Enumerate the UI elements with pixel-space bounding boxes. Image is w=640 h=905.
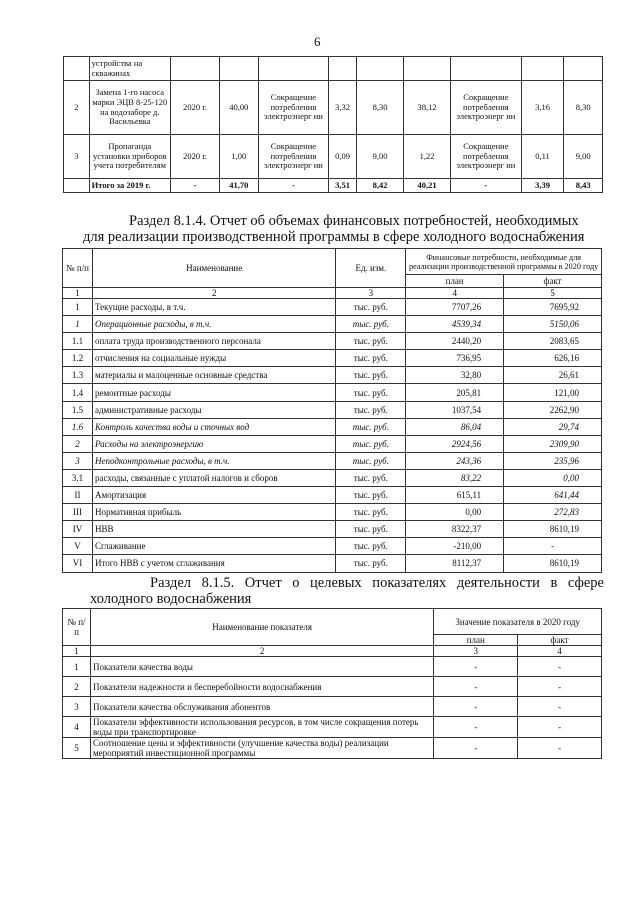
row-unit: тыс. руб. xyxy=(336,333,406,350)
table-row xyxy=(63,367,602,384)
financial-needs-table xyxy=(62,248,602,573)
row-plan: - xyxy=(434,657,518,677)
row-plan: -210,00 xyxy=(406,538,504,555)
row-num: 5 xyxy=(63,738,91,759)
row-fact: 7695,92 xyxy=(504,299,602,316)
row-plan: 8112,37 xyxy=(406,555,504,572)
row-fact: 641,44 xyxy=(504,487,602,504)
row-name: оплата труда производственного персонала xyxy=(92,333,335,350)
row-name: Показатели качества обслуживания абонентов xyxy=(90,697,433,717)
col-header-unit: Ед. изм. xyxy=(336,249,406,288)
table-row xyxy=(63,677,602,697)
table-row xyxy=(63,469,602,486)
row-num: 1 xyxy=(63,316,93,333)
row-num: 1 xyxy=(63,657,91,677)
table-row xyxy=(63,435,602,452)
row-plan: - xyxy=(434,697,518,717)
table-row xyxy=(63,738,602,759)
row-fact: 121,00 xyxy=(504,384,602,401)
row-num: 1.6 xyxy=(63,418,93,435)
row-unit: тыс. руб. xyxy=(336,452,406,469)
row-plan: 736,95 xyxy=(406,350,504,367)
row-unit: тыс. руб. xyxy=(336,299,406,316)
row-num: 1 xyxy=(63,299,93,316)
row-plan: 86,04 xyxy=(406,418,504,435)
row-plan: 2924,56 xyxy=(406,435,504,452)
col-header-name: Наименование показателя xyxy=(90,609,433,646)
row-fact: 0,00 xyxy=(504,469,602,486)
col-header-fin: Финансовые потребности, необходимые для реализации производственной программы в 2020 году xyxy=(406,249,602,275)
row-num: 1.4 xyxy=(63,384,93,401)
col-header-num: № п/п xyxy=(63,609,91,646)
row-name: материалы и малоценные основные средства xyxy=(92,367,335,384)
row-fact: 26,61 xyxy=(504,367,602,384)
page-number: 6 xyxy=(314,34,321,49)
row-plan: 243,36 xyxy=(406,452,504,469)
row-name: НВВ xyxy=(92,521,335,538)
row-unit: тыс. руб. xyxy=(336,504,406,521)
row-plan: 8322,37 xyxy=(406,521,504,538)
row-num: 2 xyxy=(63,435,93,452)
row-fact: - xyxy=(504,538,602,555)
row-num: 3 xyxy=(63,452,93,469)
row-fact: 2262,90 xyxy=(504,401,602,418)
measure-name: Пропаганда установки приборов учета потребителям xyxy=(89,135,170,179)
total-row: Итого за 2019 г. - 41,70 - 3,51 8,42 40,21 - 3,39 8,43 xyxy=(64,179,603,193)
row-name: расходы, связанные с уплатой налогов и сборов xyxy=(92,469,335,486)
row-fact: 5150,06 xyxy=(504,316,602,333)
row-fact: 272,83 xyxy=(504,504,602,521)
table-row xyxy=(63,555,602,572)
row-num: 1.3 xyxy=(63,367,93,384)
column-number-row: 1 2 3 4 5 xyxy=(63,288,602,299)
table-row xyxy=(63,504,602,521)
row-name: Операционные расходы, в т.ч. xyxy=(92,316,335,333)
row-fact: - xyxy=(518,657,602,677)
row-plan: 1037,54 xyxy=(406,401,504,418)
energy-saving-table xyxy=(63,56,603,193)
table-row xyxy=(63,487,602,504)
row-fact: 8610,19 xyxy=(504,521,602,538)
row-unit: тыс. руб. xyxy=(336,384,406,401)
row-plan: 0,00 xyxy=(406,504,504,521)
section-814-heading: Раздел 8.1.4. Отчет об объемах финансовых потребностей, необходимых для реализации производственной программы в сфере холодного водоснабжения xyxy=(83,213,585,245)
row-plan: 4539,34 xyxy=(406,316,504,333)
table-row xyxy=(63,350,602,367)
row-fact: 8610,19 xyxy=(504,555,602,572)
measure-name: устройства на скважинах xyxy=(89,57,170,81)
row-num: 3 xyxy=(63,697,91,717)
row-fact: 235,96 xyxy=(504,452,602,469)
row-unit: тыс. руб. xyxy=(336,435,406,452)
row-name: Неподконтрольные расходы, в т.ч. xyxy=(92,452,335,469)
row-plan: 32,80 xyxy=(406,367,504,384)
row-fact: - xyxy=(518,717,602,738)
row-name: Сглаживание xyxy=(92,538,335,555)
row-num: V xyxy=(63,538,93,555)
col-header-plan: план xyxy=(434,635,518,646)
row-name: Текущие расходы, в т.ч. xyxy=(92,299,335,316)
row-plan: 7707,26 xyxy=(406,299,504,316)
table-row xyxy=(63,717,602,738)
row-name: отчисления на социальные нужды xyxy=(92,350,335,367)
row-name: Показатели эффективности использования ресурсов, в том числе сокращения потерь воды при транспортировке xyxy=(90,717,433,738)
row-num: 2 xyxy=(63,677,91,697)
row-unit: тыс. руб. xyxy=(336,418,406,435)
row-fact: - xyxy=(518,677,602,697)
row-name: Амортизация xyxy=(92,487,335,504)
row-num: 4 xyxy=(63,717,91,738)
row-unit: тыс. руб. xyxy=(336,401,406,418)
col-header-value: Значение показателя в 2020 году xyxy=(434,609,602,635)
table-row xyxy=(63,401,602,418)
row-name: Расходы на электроэнергию xyxy=(92,435,335,452)
table-row xyxy=(63,299,602,316)
row-fact: - xyxy=(518,738,602,759)
row-name: Итого НВВ с учетом сглаживания xyxy=(92,555,335,572)
row-fact: - xyxy=(518,697,602,717)
row-num: 1.5 xyxy=(63,401,93,418)
row-unit: тыс. руб. xyxy=(336,367,406,384)
row-num: 1.1 xyxy=(63,333,93,350)
row-plan: 83,22 xyxy=(406,469,504,486)
measure-name: Замена 1-го насоса марки ЭЦВ 8-25-120 на водозаборе д. Васильевка xyxy=(89,81,170,135)
table-row xyxy=(63,657,602,677)
row-unit: тыс. руб. xyxy=(336,555,406,572)
table-row xyxy=(63,697,602,717)
row-unit: тыс. руб. xyxy=(336,316,406,333)
row-name: Контроль качества воды и сточных вод xyxy=(92,418,335,435)
row-plan: 205,81 xyxy=(406,384,504,401)
table-row xyxy=(63,316,602,333)
row-fact: 2083,65 xyxy=(504,333,602,350)
row-name: Показатели качества воды xyxy=(90,657,433,677)
row-num: VI xyxy=(63,555,93,572)
row-num: 1.2 xyxy=(63,350,93,367)
table-row xyxy=(63,452,602,469)
table-row xyxy=(63,333,602,350)
row-num: 3.1 xyxy=(63,469,93,486)
col-header-fact: факт xyxy=(504,275,602,288)
col-header-num: № п/п xyxy=(63,249,93,288)
row-name: административные расходы xyxy=(92,401,335,418)
target-indicators-table xyxy=(62,608,602,759)
table-row xyxy=(63,418,602,435)
section-815-heading: Раздел 8.1.5. Отчет о целевых показателях деятельности в сфере холодного водоснабжения xyxy=(90,575,604,607)
row-plan: - xyxy=(434,677,518,697)
table-row xyxy=(63,538,602,555)
row-plan: - xyxy=(434,717,518,738)
table-row: 3 Пропаганда установки приборов учета потребителям 2020 г. 1,00 Сокращение потребления электроэнерг ии 0,09 9,00 1,22 Сокращение потребления электроэнерг ии 0,11 9,00 xyxy=(64,135,603,179)
table-row xyxy=(63,384,602,401)
col-header-fact: факт xyxy=(518,635,602,646)
row-unit: тыс. руб. xyxy=(336,350,406,367)
row-name: Показатели надежности и бесперебойности водоснабжения xyxy=(90,677,433,697)
column-number-row: 1 2 3 4 xyxy=(63,646,602,657)
row-unit: тыс. руб. xyxy=(336,469,406,486)
row-fact: 2309,90 xyxy=(504,435,602,452)
row-fact: 29,74 xyxy=(504,418,602,435)
row-name: ремонтные расходы xyxy=(92,384,335,401)
table-row xyxy=(64,57,603,81)
col-header-plan: план xyxy=(406,275,504,288)
row-num: II xyxy=(63,487,93,504)
row-plan: - xyxy=(434,738,518,759)
row-plan: 615,11 xyxy=(406,487,504,504)
table-row: 2 Замена 1-го насоса марки ЭЦВ 8-25-120 на водозаборе д. Васильевка 2020 г. 40,00 Сокращение потребления электроэнерг ии 3,32 8,30 38,12 Сокращение потребления электроэнерг ии 3,16 8,30 xyxy=(64,81,603,135)
row-num: III xyxy=(63,504,93,521)
table-row xyxy=(63,521,602,538)
col-header-name: Наименование xyxy=(92,249,335,288)
row-name: Нормативная прибыль xyxy=(92,504,335,521)
row-unit: тыс. руб. xyxy=(336,521,406,538)
row-fact: 626,16 xyxy=(504,350,602,367)
row-name: Соотношение цены и эффективности (улучшение качества воды) реализации мероприятий инвестиционной программы xyxy=(90,738,433,759)
row-plan: 2440,20 xyxy=(406,333,504,350)
row-num: IV xyxy=(63,521,93,538)
row-unit: тыс. руб. xyxy=(336,487,406,504)
row-unit: тыс. руб. xyxy=(336,538,406,555)
